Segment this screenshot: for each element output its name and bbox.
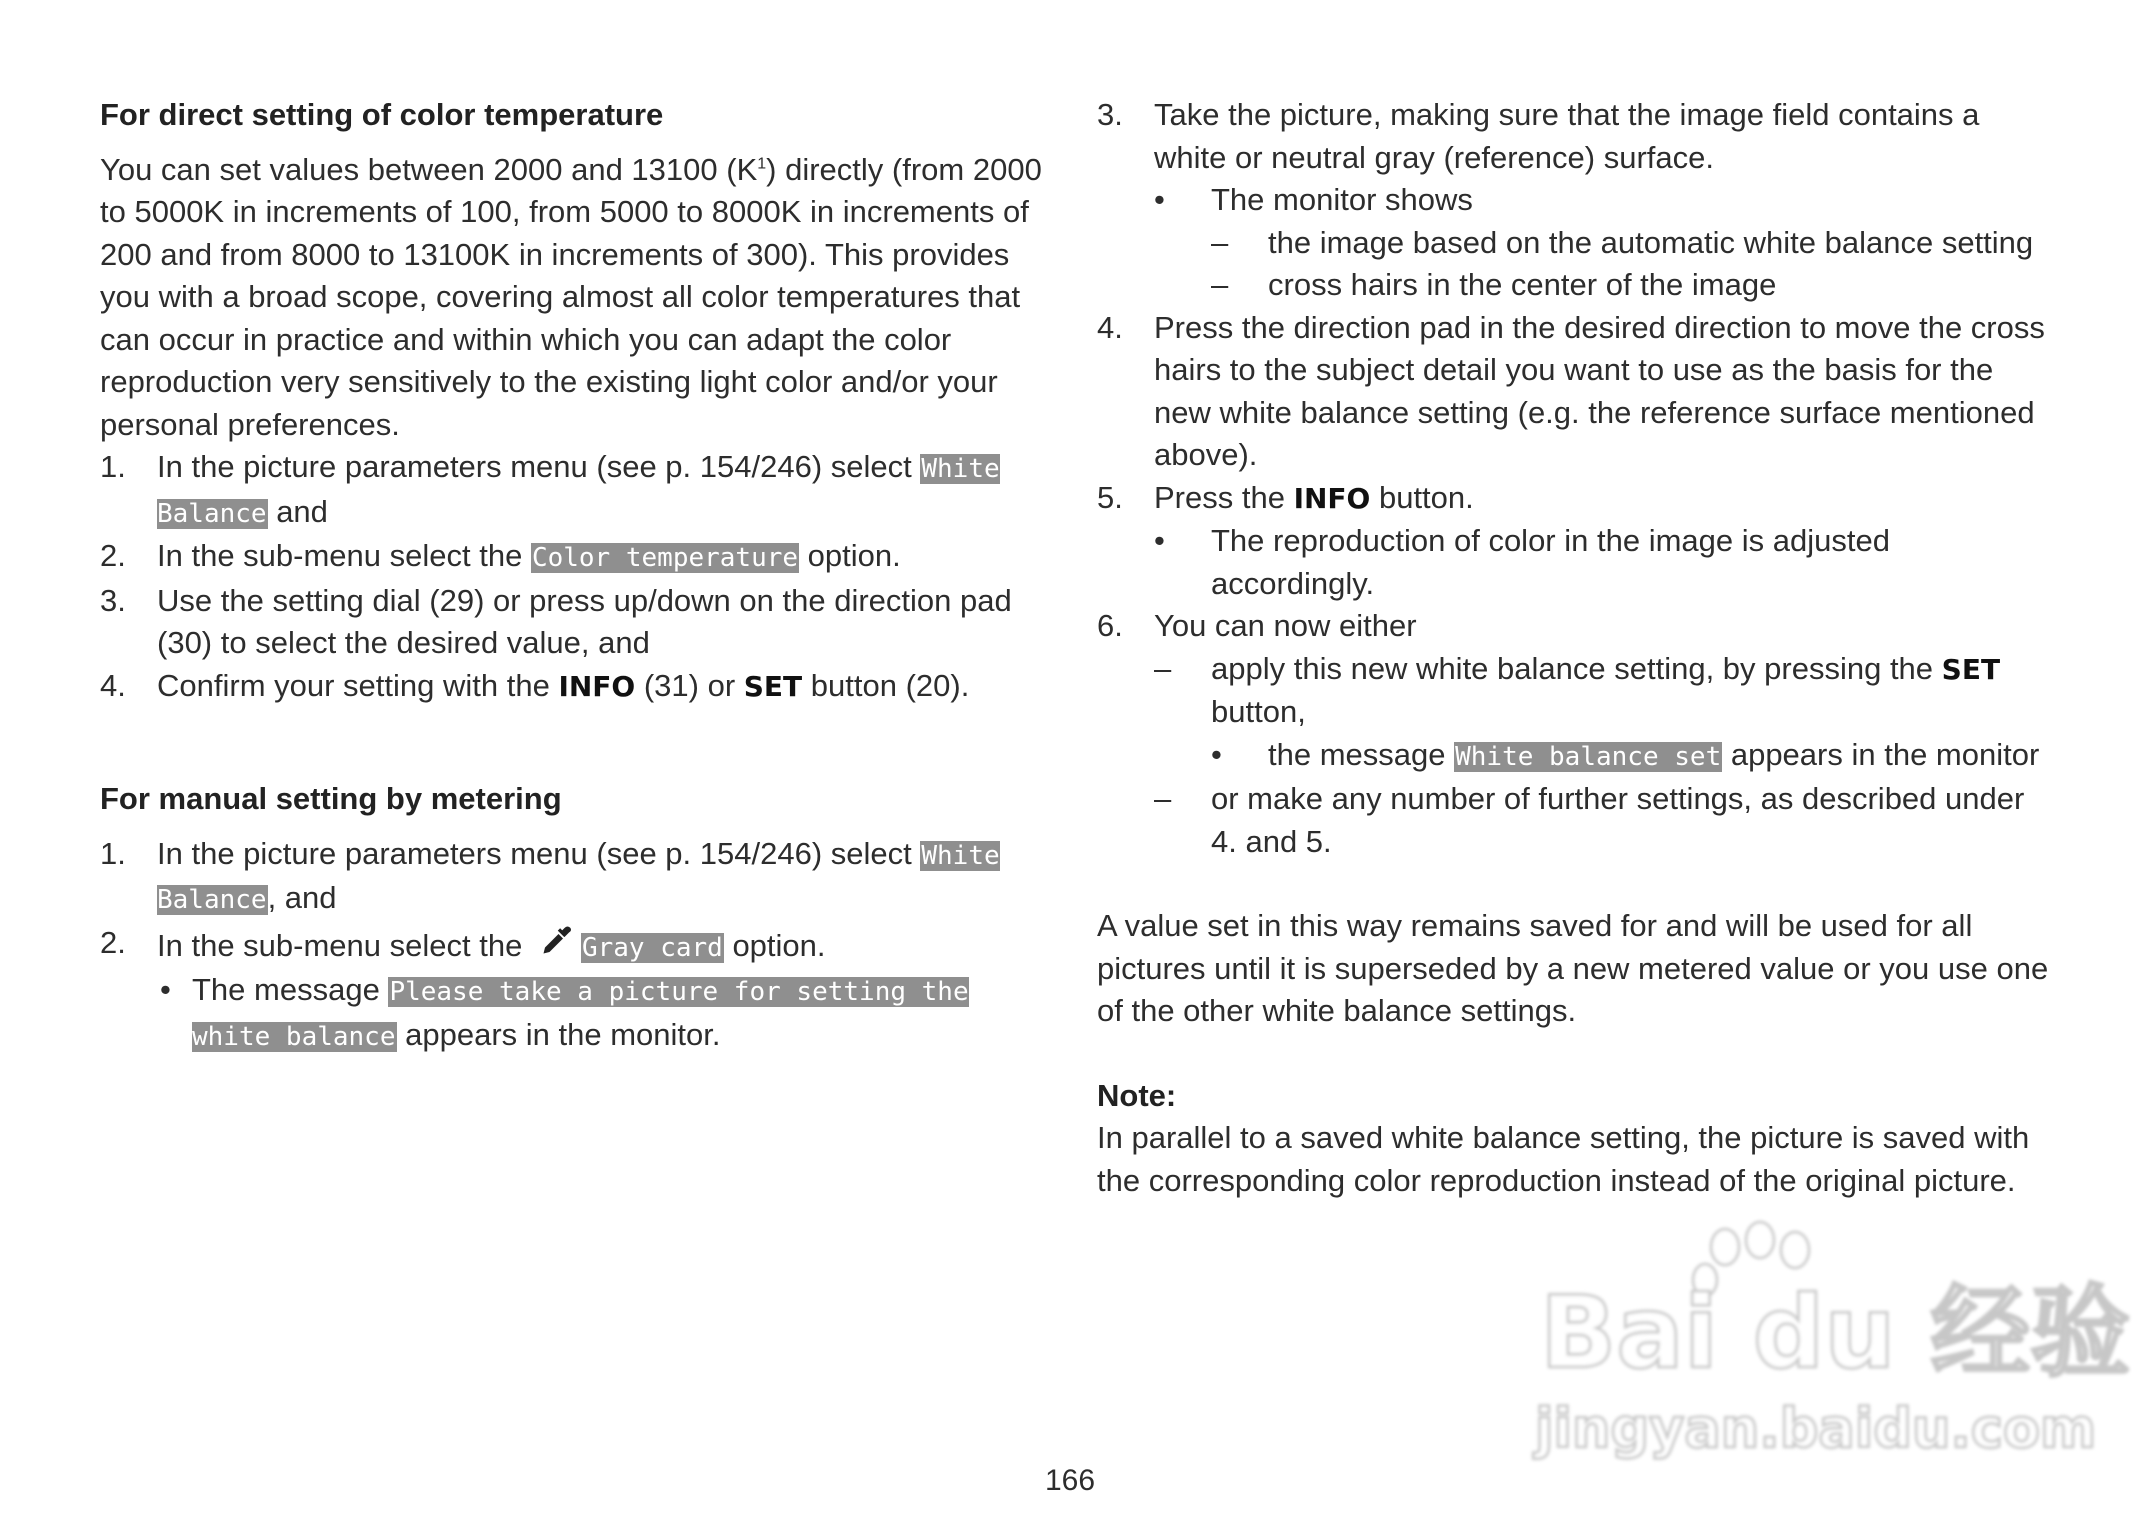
set-button-label: SET bbox=[1941, 652, 2001, 686]
list-item: 1. In the picture parameters menu (see p. 154/246) select White Balance and bbox=[100, 449, 1000, 529]
page-number: 166 bbox=[1044, 1464, 1096, 1497]
list-item: – the image based on the automatic white balance setting bbox=[1211, 224, 2034, 260]
list-item: 3. Take the picture, making sure that the image field contains a white or neutral gray (reference) surface. bbox=[1097, 97, 1980, 175]
summary-paragraph: A value set in this way remains saved for and will be used for all pictures until it is superseded by a new metered value or you use one of the other white balance settings. bbox=[1097, 908, 2049, 1028]
list-item: 4. Confirm your setting with the INFO (31) or SET button (20). bbox=[100, 667, 970, 703]
list-item: • The monitor shows – the image based on the automatic white balance setting – cross hairs in the center of the image bbox=[1097, 179, 2057, 307]
list-item: 1. In the picture parameters menu (see p. 154/246) select White Balance, and bbox=[100, 835, 1000, 915]
list-item: • The message Please take a picture for setting the white balance appears in the monitor. bbox=[160, 972, 969, 1052]
left-column bbox=[100, 94, 1045, 1058]
list-item: • The reproduction of color in the image is adjusted accordingly. bbox=[1154, 523, 1890, 601]
monitor-message: Please take a picture for setting the white balance bbox=[192, 977, 969, 1052]
list-item: • the message White balance set appears in the monitor bbox=[1211, 736, 2040, 772]
intro-paragraph: You can set values between 2000 and 13100 $(K^1)$ directly (from 2000 to 5000K in increments of 100, from 5000 to 8000K in increments of 200 and from 8000 to 13100K in increments of 300). This provides you with a broad scope, covering almost all color temperatures that can occur in practice and within which you can adapt the color reproduction very sensitively to the existing light color and/or your personal preferences. bbox=[100, 151, 1042, 442]
section-heading-direct-color-temperature: For direct setting of color temperature bbox=[100, 97, 664, 132]
list-item: 4. Press the direction pad in the desired direction to move the cross hairs to the subject detail you want to use as the basis for the new white balance setting (e.g. the reference surface mentioned above). bbox=[1097, 309, 2045, 472]
direct-setting-steps bbox=[100, 446, 1045, 708]
baidu-jingyan-watermark bbox=[1520, 1225, 2131, 1470]
info-button-label: INFO bbox=[558, 669, 636, 703]
note-text: In parallel to a saved white balance setting, the picture is saved with the corresponding color reproduction instead of the original picture. bbox=[1097, 1120, 2030, 1198]
eyedropper-icon bbox=[539, 922, 575, 958]
menu-item-white-balance: White Balance bbox=[157, 840, 1000, 915]
list-item: – cross hairs in the center of the image bbox=[1211, 267, 1777, 302]
list-item: 2. In the sub-menu select the Gray card option. bbox=[100, 922, 1045, 970]
section-heading-manual-metering: For manual setting by metering bbox=[100, 781, 562, 816]
manual-setting-steps bbox=[100, 833, 1045, 970]
menu-item-white-balance: White Balance bbox=[157, 454, 1000, 529]
list-item: – or make any number of further settings, as described under 4. and 5. bbox=[1154, 781, 2025, 859]
list-item: 3. Use the setting dial (29) or press up/down on the direction pad (30) to select the desired value, and bbox=[100, 582, 1012, 660]
menu-item-color-temperature: Color temperature bbox=[531, 543, 799, 573]
list-item: 5. Press the INFO button. • The reproduction of color in the image is adjusted accordingly. bbox=[1097, 477, 2057, 606]
menu-item-gray-card: Gray card bbox=[581, 932, 723, 963]
list-item: – apply this new white balance setting, by pressing the SET button, • the message White balance set appears in the monitor bbox=[1154, 648, 2057, 779]
watermark-brand: Bai du 经验 bbox=[1540, 1274, 2131, 1391]
watermark-url: jingyan.baidu.com bbox=[1535, 1397, 2097, 1460]
info-button-label: INFO bbox=[1293, 481, 1371, 515]
list-item: 6. You can now either – apply this new white balance setting, by pressing the SET button, • the message White balance set appears in the monitor – or make any number of further settings, as described under 4. and 5. bbox=[1097, 605, 2057, 863]
list-item: 2. In the sub-menu select the Color temperature option. bbox=[100, 538, 901, 573]
set-button-label: SET bbox=[743, 669, 803, 703]
note-title: Note: bbox=[1097, 1077, 1177, 1113]
right-column bbox=[1097, 94, 2057, 1202]
monitor-message: White balance set bbox=[1455, 741, 1722, 772]
